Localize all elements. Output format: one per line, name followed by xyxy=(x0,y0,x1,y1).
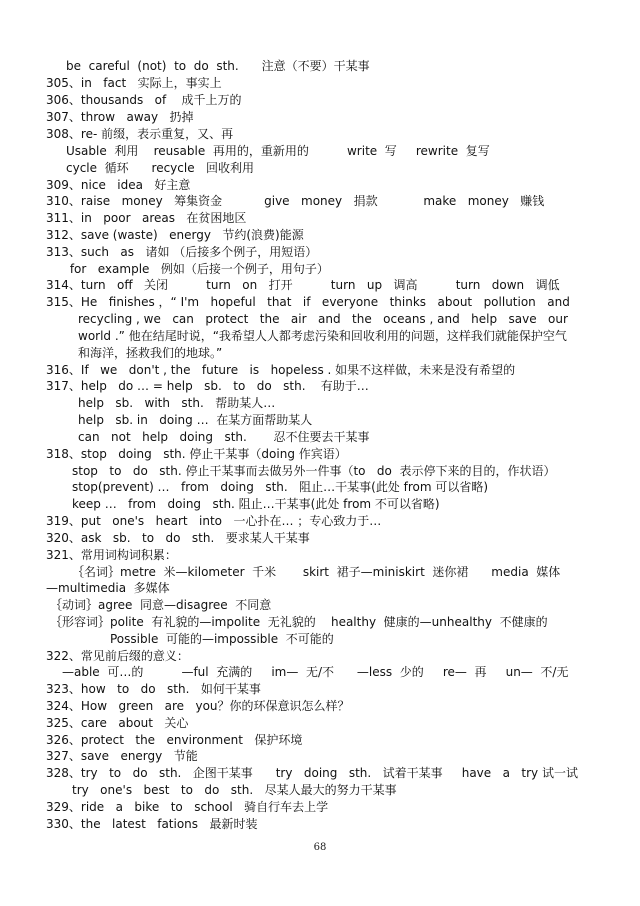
text-line: 329、ride a bike to school 骑自行车去上学 xyxy=(46,800,329,814)
text-line: help sb. with sth. 帮助某人… xyxy=(78,396,276,410)
text-line: keep … from doing sth. 阻止…干某事(此处 from 不可以省略) xyxy=(72,497,440,511)
text-line: 315、He finishes ，“ I'm hopeful that if everyone thinks about pollution and xyxy=(46,295,570,309)
text-line: 330、the latest fations 最新时装 xyxy=(46,817,258,831)
text-line: 311、in poor areas 在贫困地区 xyxy=(46,211,247,225)
text-line: 317、help do … = help sb. to do sth. 有助于… xyxy=(46,379,369,393)
text-line: 306、thousands of 成千上万的 xyxy=(46,93,242,107)
text-line: try one's best to do sth. 尽某人最大的努力干某事 xyxy=(72,783,397,797)
text-line: stop to do sth. 停止干某事而去做另外一件事（to do 表示停下来的目的，作状语） xyxy=(72,464,556,478)
text-line: cycle 循环 recycle 回收利用 xyxy=(66,161,255,175)
text-line: ｛动词｝agree 同意—disagree 不同意 xyxy=(50,598,272,612)
text-line: recycling , we can protect the air and the oceans , and help save our xyxy=(78,312,568,326)
text-line: ｛名词｝metre 米—kilometer 千米 skirt 裙子—miniskirt 迷你裙 media 媒体 xyxy=(72,565,561,579)
text-line: 321、常用词构词积累： xyxy=(46,548,177,562)
text-line: —multimedia 多媒体 xyxy=(46,581,170,595)
text-line: Usable 利用 reusable 再用的，重新用的 write 写 rewrite 复写 xyxy=(66,144,490,158)
text-line: 318、stop doing sth. 停止干某事（doing 作宾语） xyxy=(46,447,347,461)
text-line: 328、try to do sth. 企图干某事 try doing sth. 试着干某事 have a try 试一试 xyxy=(46,766,578,780)
text-line: help sb. in doing … 在某方面帮助某人 xyxy=(78,413,313,427)
text-line: Possible 可能的—impossible 不可能的 xyxy=(110,632,334,646)
text-line: can not help doing sth. 忍不住要去干某事 xyxy=(78,430,370,444)
text-line: 323、how to do sth. 如何干某事 xyxy=(46,682,261,696)
text-line: 307、throw away 扔掉 xyxy=(46,110,194,124)
text-line: stop(prevent) … from doing sth. 阻止…干某事(此处 from 可以省略) xyxy=(72,480,489,494)
text-line: 305、in fact 实际上，事实上 xyxy=(46,76,222,90)
text-line: 322、常见前后缀的意义： xyxy=(46,649,189,663)
text-line: for example 例如（后接一个例子，用句子） xyxy=(66,262,329,276)
text-line: 和海洋，拯救我们的地球。” xyxy=(78,346,223,360)
text-line: 309、nice idea 好主意 xyxy=(46,178,191,192)
text-line: 316、If we don't , the future is hopeless . 如果不这样做，未来是没有希望的 xyxy=(46,363,516,377)
text-line: 325、care about 关心 xyxy=(46,716,189,730)
text-line: ｛形容词｝polite 有礼貌的—impolite 无礼貌的 healthy 健康的—unhealthy 不健康的 xyxy=(50,615,548,629)
text-line: be careful (not) to do sth. 注意（不要）干某事 xyxy=(66,59,370,73)
text-line: 312、save (waste) energy 节约(浪费)能源 xyxy=(46,228,304,242)
text-line: world .” 他在结尾时说，“我希望人人都考虑污染和回收利用的问题，这样我们就能保护空气 xyxy=(78,329,567,343)
text-line: 308、re- 前缀，表示重复，又、再 xyxy=(46,127,234,141)
text-line: 324、How green are you？你的环保意识怎么样？ xyxy=(46,699,350,713)
text-line: 313、such as 诸如 （后接多个例子，用短语） xyxy=(46,245,318,259)
text-line: 320、ask sb. to do sth. 要求某人干某事 xyxy=(46,531,310,545)
text-line: —able 可…的 —ful 充满的 im— 无/不 —less 少的 re— 再 un— 不/无 xyxy=(62,665,569,679)
text-line: 327、save energy 节能 xyxy=(46,749,198,763)
text-line: 319、put one's heart into 一心扑在… ；专心致力于… xyxy=(46,514,382,528)
text-line: 326、protect the environment 保护环境 xyxy=(46,733,303,747)
page-number: 68 xyxy=(313,842,327,853)
text-line: 314、turn off 关闭 turn on 打开 turn up 调高 turn down 调低 xyxy=(46,278,560,292)
text-line: 310、raise money 筹集资金 give money 捐款 make money 赚钱 xyxy=(46,194,545,208)
